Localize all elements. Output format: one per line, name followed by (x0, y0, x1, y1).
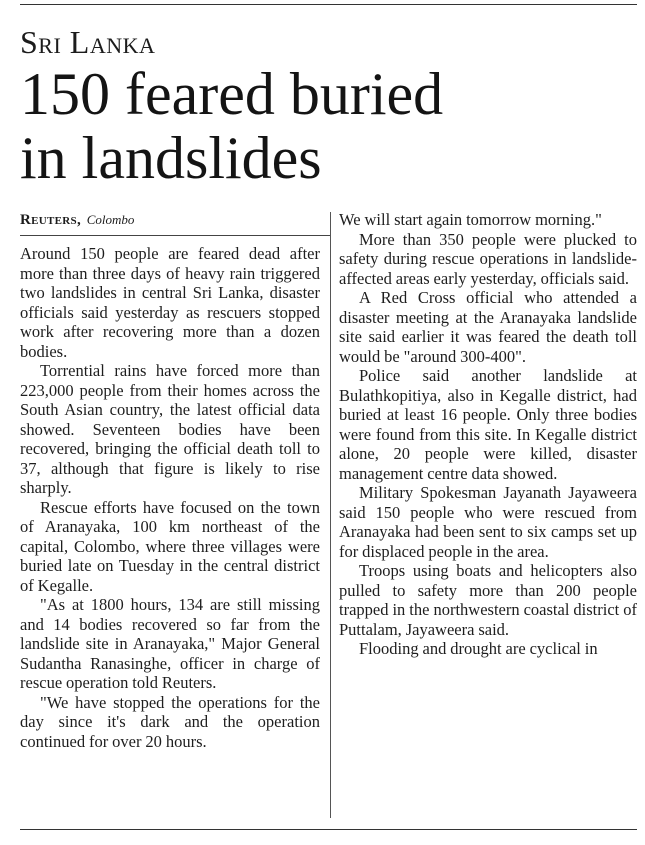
headline-line-1: 150 feared buried (20, 61, 444, 127)
byline-agency: Reuters, (20, 212, 81, 228)
paragraph: Around 150 people are feared dead after more than three days of heavy rain triggered two landslides in central Sri Lanka, disaster officials said yesterday as rescuers stopped work after recovering more than a dozen bodies. (20, 244, 320, 361)
paragraph: More than 350 people were plucked to safety during rescue operations in landslide-affected areas early yesterday, officials said. (339, 229, 637, 288)
byline (20, 211, 330, 229)
paragraph: Police said another landslide at Bulathkopitiya, also in Kegalle district, had buried at least 16 people. Only three bodies were found from this site. In Kegalle district alone, 20 people were killed, disaster management centre data showed. (339, 366, 637, 483)
bottom-rule (20, 829, 637, 830)
paragraph: "We have stopped the operations for the day since it's dark and the operation continued for over 20 hours. (20, 692, 320, 751)
paragraph: Rescue efforts have focused on the town of Aranayaka, 100 km northeast of the capital, Colombo, where three villages were buried late on Tuesday in the central district of Kegalle. (20, 497, 320, 595)
section-kicker: Sri Lanka (20, 24, 156, 60)
column-divider (330, 212, 331, 818)
right-column (339, 210, 637, 659)
byline-location: Colombo (86, 212, 135, 227)
paragraph: Military Spokesman Jayanath Jayaweera said 150 people who were rescued from Aranayaka had been sent to six camps set up for displaced people in the area. (339, 483, 637, 561)
headline-line-2: in landslides (20, 125, 322, 191)
top-rule (20, 4, 637, 5)
left-column (20, 244, 320, 751)
paragraph: Torrential rains have forced more than 223,000 people from their homes across the South Asian country, the latest official data showed. Seventeen bodies have been recovered, bringing the official death toll to 37, although that figure is likely to rise sharply. (20, 361, 320, 497)
byline-rule (20, 235, 331, 236)
paragraph: Troops using boats and helicopters also pulled to safety more than 200 people trapped in the northwestern coastal district of Puttalam, Jayaweera said. (339, 561, 637, 639)
paragraph: A Red Cross official who attended a disaster meeting at the Aranayaka landslide site said earlier it was feared the death toll would be "around 300-400". (339, 288, 637, 366)
paragraph: "As at 1800 hours, 134 are still missing and 14 bodies recovered so far from the landslide site in Aranayaka," Major General Sudantha Ranasinghe, officer in charge of rescue operation told Reuters. (20, 595, 320, 692)
headline (20, 62, 637, 190)
paragraph: Flooding and drought are cyclical in (359, 639, 598, 658)
paragraph-continuation: We will start again tomorrow morning." (339, 210, 602, 229)
